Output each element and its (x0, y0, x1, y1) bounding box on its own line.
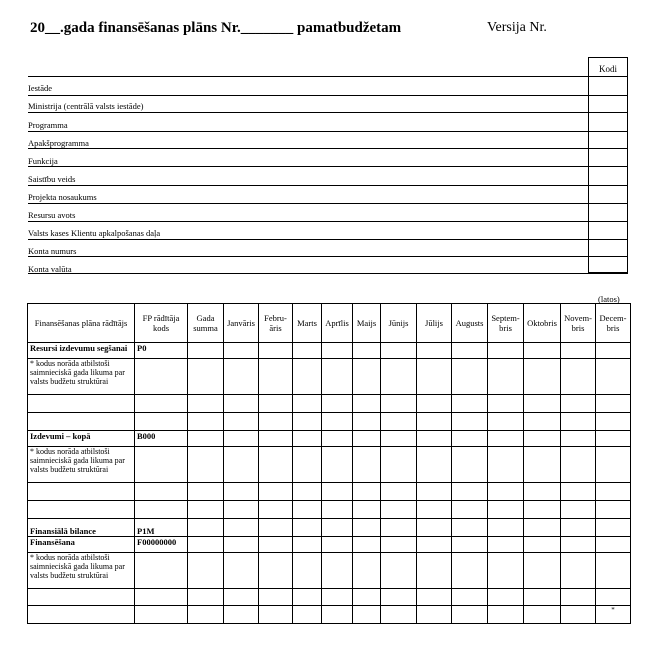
code-row-label: Ministrija (centrālā valsts iestāde) (28, 101, 144, 111)
financing-plan-table (27, 303, 631, 624)
column-header: Maijs (353, 304, 381, 343)
divider (28, 273, 628, 274)
divider (28, 95, 628, 96)
divider (28, 185, 628, 186)
column-header: FP rādītāja kods (135, 304, 188, 343)
table-row (28, 483, 631, 501)
column-header: Oktobris (524, 304, 561, 343)
table-row (28, 519, 631, 537)
table-row (28, 395, 631, 413)
page-title: 20__.gada finansēšanas plāns Nr._______ pamatbudžetam (30, 20, 402, 36)
column-header: Marts (293, 304, 322, 343)
unit-label: (latos) (598, 294, 620, 304)
footer-mark: * (596, 606, 631, 624)
column-header: Aprīlis (322, 304, 353, 343)
divider (28, 148, 628, 149)
row-code: F00000000 (135, 537, 188, 553)
row-label: Izdevumi – kopā (28, 431, 135, 447)
divider (28, 166, 628, 167)
row-note: * kodus norāda atbilstoši saimnieciskā gada likuma par valsts budžetu struktūrai (28, 553, 135, 589)
divider (28, 76, 628, 77)
row-label: Resursi izdevumu segšanai (28, 343, 135, 359)
divider (28, 221, 628, 222)
row-note: * kodus norāda atbilstoši saimnieciskā gada likuma par valsts budžetu struktūrai (28, 359, 135, 395)
column-header: Decem-bris (596, 304, 631, 343)
code-row-label: Projekta nosaukums (28, 192, 97, 202)
column-header: Janvāris (224, 304, 259, 343)
code-row-label: Resursu avots (28, 210, 76, 220)
column-header: Septem-bris (488, 304, 524, 343)
row-code: B000 (135, 431, 188, 447)
table-row (28, 589, 631, 606)
table-row (28, 501, 631, 519)
code-row-label: Iestāde (28, 83, 53, 93)
table-row (28, 606, 631, 624)
code-row-label: Apakšprogramma (28, 138, 89, 148)
divider (28, 203, 628, 204)
column-header: Augusts (452, 304, 488, 343)
row-label: Finansiālā bilance (28, 519, 135, 537)
column-header: Jūnijs (381, 304, 417, 343)
code-row-label: Funkcija (28, 156, 58, 166)
row-code: P0 (135, 343, 188, 359)
column-header: Jūlijs (417, 304, 452, 343)
column-header: Novem-bris (561, 304, 596, 343)
version-label: Versija Nr. (487, 20, 547, 35)
divider (28, 256, 628, 257)
row-note: * kodus norāda atbilstoši saimnieciskā gada likuma par valsts budžetu struktūrai (28, 447, 135, 483)
divider (28, 131, 628, 132)
table-row (28, 343, 631, 359)
table-row (28, 431, 631, 447)
column-header: Finansēšanas plāna rādītājs (28, 304, 135, 343)
table-row (28, 359, 631, 395)
code-row-label: Programma (28, 120, 68, 130)
column-header: Gada summa (188, 304, 224, 343)
table-row (28, 553, 631, 589)
table-row (28, 413, 631, 431)
code-row-label: Konta valūta (28, 264, 72, 274)
table-header-row (28, 304, 631, 343)
row-code: P1M (135, 519, 188, 537)
table-row (28, 447, 631, 483)
codes-header: Kodi (599, 64, 617, 74)
code-row-label: Valsts kases Klientu apkalpošanas daļa (28, 228, 161, 238)
divider (28, 112, 628, 113)
table-row (28, 537, 631, 553)
code-row-label: Saistību veids (28, 174, 76, 184)
divider (28, 239, 628, 240)
column-header: Febru-āris (259, 304, 293, 343)
codes-column (588, 57, 628, 273)
code-row-label: Konta numurs (28, 246, 77, 256)
row-label: Finansēšana (28, 537, 135, 553)
